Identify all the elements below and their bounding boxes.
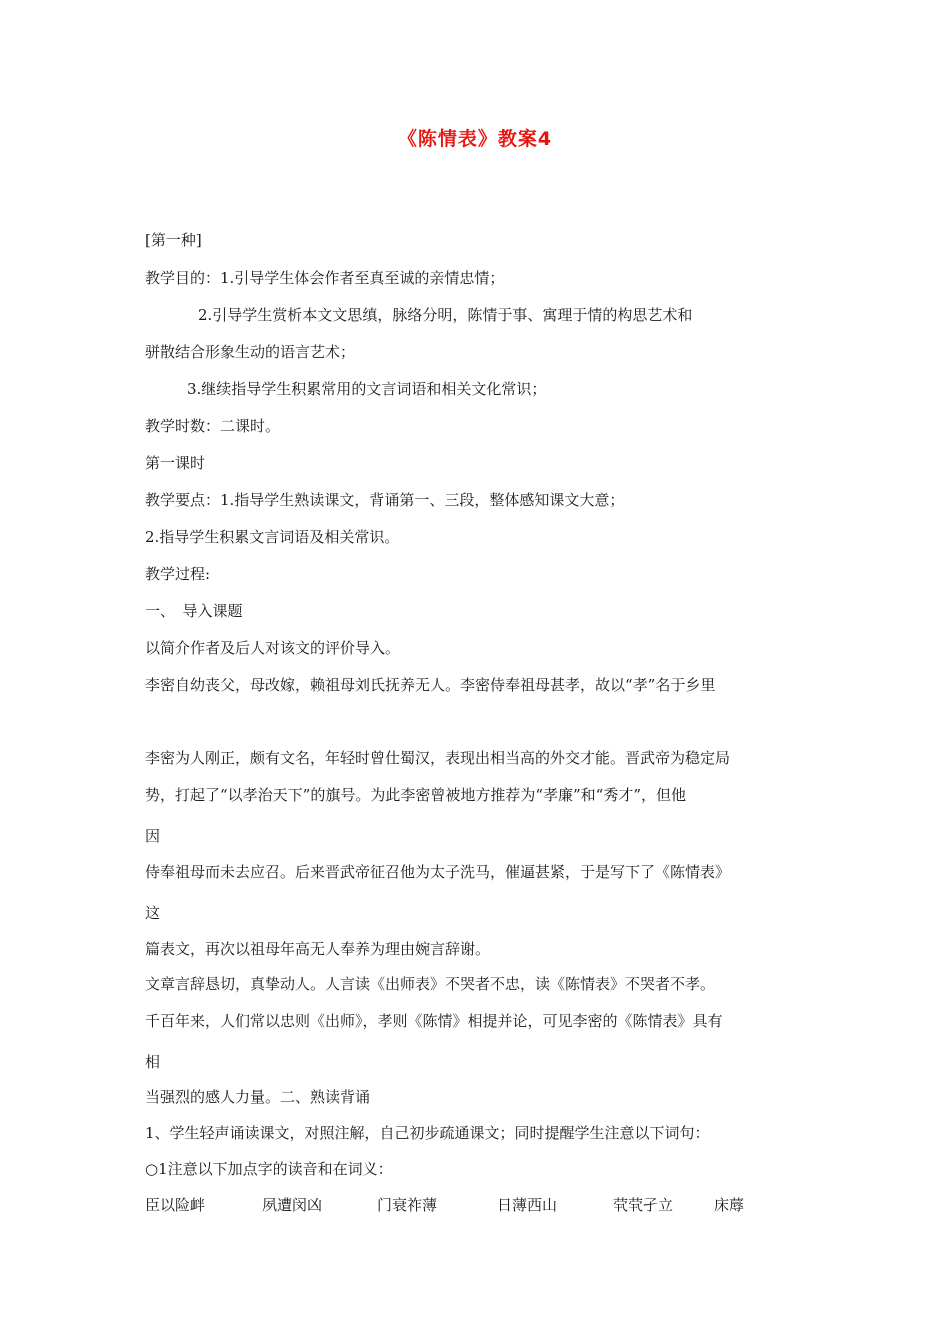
teaching-objective-2-cont: 骈散结合形象生动的语言艺术；	[145, 343, 356, 361]
teaching-points-2: 2.指导学生积累文言词语及相关常识。	[145, 528, 400, 546]
vocab-item: 茕茕孑立	[613, 1196, 674, 1214]
teaching-process: 教学过程:	[145, 565, 211, 583]
paragraph-line: 1、学生轻声诵读课文，对照注解，自己初步疏通课文；同时提醒学生注意以下词句：	[145, 1124, 710, 1142]
teaching-objective-1: 教学目的：1.引导学生体会作者至真至诚的亲情忠情；	[145, 269, 505, 287]
paragraph-line: 李密自幼丧父，母改嫁，赖祖母刘氏抚养无人。李密侍奉祖母甚孝，故以“孝”名于乡里	[145, 676, 716, 694]
vocab-item: 臣以险衅	[145, 1196, 206, 1214]
paragraph-line: 因	[145, 827, 161, 845]
lesson-heading: 第一课时	[145, 454, 206, 472]
teaching-hours: 教学时数：二课时。	[145, 417, 281, 435]
paragraph-line: 这	[145, 904, 161, 922]
paragraph-line: 当强烈的感人力量。二、熟读背诵	[145, 1088, 371, 1106]
teaching-points-1: 教学要点：1.指导学生熟读课文，背诵第一、三段，整体感知课文大意；	[145, 491, 625, 509]
paragraph-line: 势，打起了“以孝治天下”的旗号。为此李密曾被地方推荐为“孝廉”和“秀才”，但他	[145, 786, 687, 804]
section-label: [第一种]	[145, 231, 202, 249]
document-title: 《陈情表》教案4	[397, 128, 553, 150]
paragraph-line: 相	[145, 1053, 161, 1071]
vocab-item: 床蓐	[714, 1196, 745, 1214]
step-one-heading: 一、 导入课题	[145, 602, 243, 620]
teaching-objective-2: 2.引导学生赏析本文文思缜，脉络分明，陈情于事、寓理于情的构思艺术和	[198, 306, 693, 324]
paragraph-line: 千百年来，人们常以忠则《出师》，孝则《陈情》相提并论，可见李密的《陈情表》具有	[145, 1012, 723, 1030]
paragraph-line: 李密为人刚正，颇有文名，年轻时曾仕蜀汉，表现出相当高的外交才能。晋武帝为稳定局	[145, 749, 731, 767]
vocab-item: 门衰祚薄	[377, 1196, 438, 1214]
vocab-item: 日薄西山	[497, 1196, 558, 1214]
paragraph-line: 文章言辞恳切，真挚动人。人言读《出师表》不哭者不忠，读《陈情表》不哭者不孝。	[145, 975, 716, 993]
paragraph-line: 篇表文，再次以祖母年高无人奉养为理由婉言辞谢。	[145, 940, 491, 958]
paragraph-line: ○1注意以下加点字的读音和在词义：	[145, 1160, 393, 1178]
vocab-item: 夙遭闵凶	[262, 1196, 323, 1214]
teaching-objective-3: 3.继续指导学生积累常用的文言词语和相关文化常识；	[187, 380, 547, 398]
paragraph-line: 侍奉祖母而未去应召。后来晋武帝征召他为太子洗马，催逼甚紧，于是写下了《陈情表》	[145, 863, 731, 881]
intro-line: 以简介作者及后人对该文的评价导入。	[145, 639, 401, 657]
